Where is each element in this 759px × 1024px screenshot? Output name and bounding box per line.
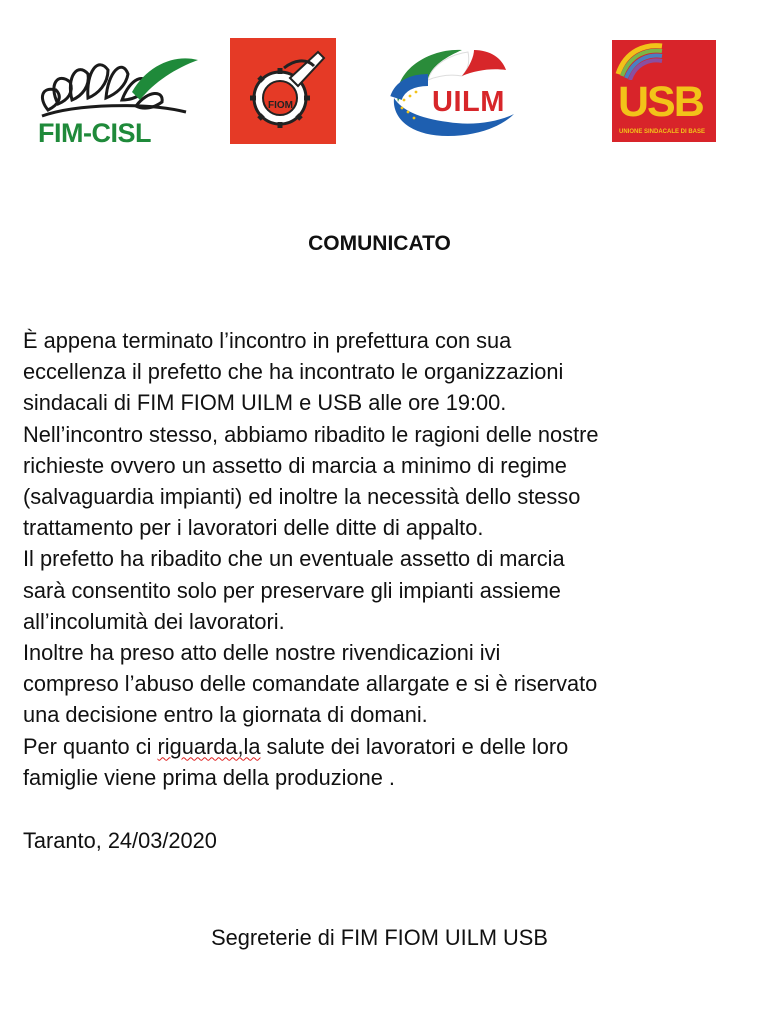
fim-cisl-logo bbox=[36, 38, 198, 148]
body-line: (salvaguardia impianti) ed inoltre la necessità dello stesso bbox=[23, 484, 581, 510]
body-line: Inoltre ha preso atto delle nostre rivendicazioni ivi bbox=[23, 640, 501, 666]
usb-rainbow-icon bbox=[612, 40, 716, 80]
body-line bbox=[23, 731, 733, 762]
communique-body bbox=[23, 325, 733, 793]
body-line: trattamento per i lavoratori delle ditte di appalto. bbox=[23, 515, 484, 541]
fiom-wordmark: FIOM bbox=[268, 100, 293, 111]
body-line: compreso l’abuso delle comandate allargate e si è riservato bbox=[23, 671, 598, 697]
usb-wordmark: USB bbox=[618, 78, 703, 126]
body-line: famiglie viene prima della produzione . bbox=[23, 764, 395, 790]
logo-header bbox=[0, 0, 759, 160]
body-line: eccellenza il prefetto che ha incontrato le organizzazioni bbox=[23, 359, 564, 385]
signature: Segreterie di FIM FIOM UILM USB bbox=[211, 925, 548, 950]
uilm-wordmark: UILM bbox=[432, 86, 505, 118]
usb-subtitle: UNIONE SINDACALE DI BASE bbox=[619, 129, 706, 135]
body-line: Nell’incontro stesso, abbiamo ribadito le ragioni delle nostre bbox=[23, 421, 599, 447]
place-date: Taranto, 24/03/2020 bbox=[23, 828, 217, 853]
spellcheck-flagged-word: riguarda,la bbox=[157, 733, 261, 759]
fim-cisl-flower-icon bbox=[36, 38, 198, 118]
body-line: sindacali di FIM FIOM UILM e USB alle ore 19:00. bbox=[23, 390, 507, 416]
body-text-segment: salute dei lavoratori e delle loro bbox=[260, 733, 569, 759]
body-line: richieste ovvero un assetto di marcia a minimo di regime bbox=[23, 452, 567, 478]
usb-logo bbox=[612, 40, 716, 142]
body-line: Il prefetto ha ribadito che un eventuale assetto di marcia bbox=[23, 546, 565, 572]
fiom-gear-icon bbox=[230, 38, 336, 144]
body-line: una decisione entro la giornata di domani. bbox=[23, 702, 428, 728]
body-text-segment: Per quanto ci bbox=[23, 733, 158, 759]
fiom-logo bbox=[230, 38, 336, 144]
body-line: sarà consentito solo per preservare gli impianti assieme bbox=[23, 577, 561, 603]
page-title: COMUNICATO bbox=[308, 232, 451, 255]
fim-cisl-wordmark: FIM-CISL bbox=[38, 118, 151, 148]
uilm-logo bbox=[388, 42, 538, 142]
body-line: all’incolumità dei lavoratori. bbox=[23, 608, 285, 634]
body-line: È appena terminato l’incontro in prefettura con sua bbox=[23, 328, 512, 353]
